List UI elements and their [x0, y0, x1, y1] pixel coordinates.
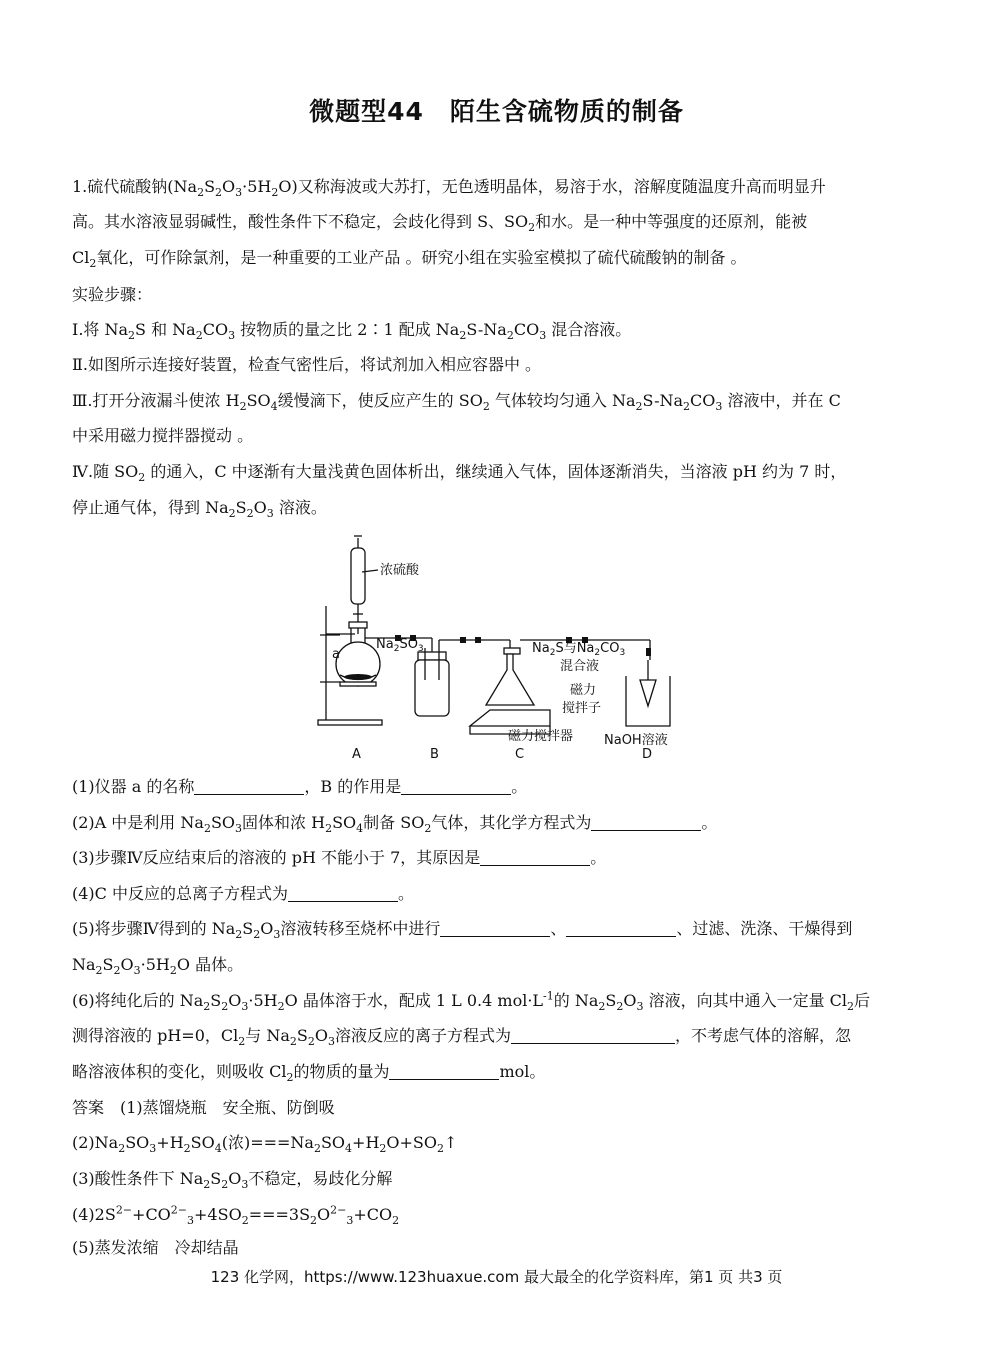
answer-blank[interactable]: [389, 1063, 499, 1080]
label-a: a: [332, 647, 340, 662]
label-mix-2: 混合液: [560, 659, 600, 674]
answer-blank[interactable]: [511, 1027, 675, 1044]
label-C: C: [515, 747, 525, 762]
intro-line-2: 高。其水溶液显弱碱性，酸性条件下不稳定，会歧化得到 S、$SO_2$和水。是一种中等强度的还原剂，能被: [72, 212, 808, 235]
answer-blank[interactable]: [401, 778, 511, 795]
stand-base: [318, 720, 382, 725]
question-4: (4)C 中反应的总离子方程式为 。: [72, 884, 415, 903]
answer-blank[interactable]: [288, 885, 398, 902]
question-2: (2)A 中是利用 $Na_2SO_3$固体和浓 $H_2SO_4$制备 $SO_2$气体，其化学方程式为 。: [72, 813, 718, 836]
question-1: (1)仪器 a 的名称 ，B 的作用是 。: [72, 777, 528, 796]
answer-blank[interactable]: [440, 920, 550, 937]
label-A: A: [352, 747, 361, 762]
answer-blank[interactable]: [591, 814, 701, 831]
answer-4: $(4)2S^{2-}+CO^{2-}_3+4SO_2===3S_2O^{2-}_3+CO_2$: [72, 1203, 400, 1228]
page-footer: 123 化学网，https://www.123huaxue.com 最大最全的化学资料库，第1 页 共3 页: [210, 1268, 783, 1286]
label-B: B: [430, 747, 439, 762]
step-3: Ⅲ.打开分液漏斗使浓 $H_2SO_4$缓慢滴下，使反应产生的 $SO_2$ 气体较均匀通入 $Na_2S-Na_2CO_3$ 溶液中，并在 C: [72, 391, 841, 414]
answer-blank[interactable]: [566, 920, 676, 937]
answer-blank[interactable]: [480, 849, 590, 866]
step-4: Ⅳ.随 $SO_2$ 的通入，C 中逐渐有大量浅黄色固体析出，继续通入气体，固体逐渐消失，当溶液 pH 约为 7 时，: [72, 462, 847, 485]
label-stirrer: 磁力搅拌器: [508, 729, 574, 744]
answer-1: 答案 (1)蒸馏烧瓶 安全瓶、防倒吸: [72, 1098, 335, 1117]
answer-blank[interactable]: [194, 778, 304, 795]
question-5: (5)将步骤Ⅳ得到的 $Na_2S_2O_3$溶液转移至烧杯中进行 、 、过滤、洗涤、干燥得到: [72, 919, 853, 942]
answer-3: (3)酸性条件下 $Na_2S_2O_3$不稳定，易歧化分解: [72, 1169, 393, 1192]
page-title: 微题型44 陌生含硫物质的制备: [309, 97, 684, 126]
bottle-b: [415, 660, 449, 716]
beaker-d: [626, 676, 670, 726]
steps-label: 实验步骤：: [72, 285, 153, 304]
step-4-cont: 停止通气体，得到 $Na_2S_2O_3$ 溶液。: [72, 498, 327, 521]
question-3: (3)步骤Ⅳ反应结束后的溶液的 pH 不能小于 7，其原因是 。: [72, 848, 607, 867]
label-na2so3: $Na_2SO_3$: [376, 637, 424, 654]
answer-5: (5)蒸发浓缩 冷却结晶: [72, 1238, 239, 1257]
label-stir-1: 磁力: [570, 683, 597, 698]
intro-line-3: $Cl_2$氧化，可作除氯剂，是一种重要的工业产品 。研究小组在实验室模拟了硫代硫酸钠的制备 。: [72, 248, 747, 271]
step-2: Ⅱ.如图所示连接好装置，检查气密性后，将试剂加入相应容器中 。: [72, 355, 542, 374]
label-mix-1: $Na_2S$与$Na_2CO_3$: [532, 641, 626, 658]
answer-2: $(2)Na_2SO_3+H_2SO_4$(浓)$===Na_2SO_4+H_2O+SO_2↑$: [72, 1133, 458, 1156]
label-D: D: [642, 747, 653, 762]
question-6-cont: 测得溶液的 pH=0，$Cl_2$与 $Na_2S_2O_3$溶液反应的离子方程式为 ，不考虑气体的溶解，忽: [72, 1026, 851, 1049]
dropping-funnel: [351, 548, 365, 604]
intro-line-1: 1.硫代硫酸钠$(Na_2S_2O_3\cdot 5H_2O)$又称海波或大苏打，无色透明晶体，易溶于水，溶解度随温度升高而明显升: [72, 177, 826, 200]
step-1: Ⅰ.将 $Na_2S$ 和 $Na_2CO_3$ 按物质的量之比 2∶1 配成 $Na_2S-Na_2CO_3$ 混合溶液。: [72, 320, 632, 343]
question-6-cont-2: 略溶液体积的变化，则吸收 $Cl_2$的物质的量为 mol。: [72, 1062, 546, 1085]
step-3-cont: 中采用磁力搅拌器搅动 。: [72, 426, 254, 445]
question-6: (6)将纯化后的 $Na_2S_2O_3\cdot 5H_2O$ 晶体溶于水，配成 1 L 0.4 $mol\cdot L^{-1}$的 $Na_2S_2O_3$ 溶液，向其中通入一定量 $Cl_2$后: [72, 989, 871, 1014]
question-5-cont: $Na_2S_2O_3\cdot 5H_2O$ 晶体。: [72, 955, 244, 978]
magnetic-stirrer: [470, 710, 550, 726]
flask-c: [486, 654, 534, 705]
label-acid: 浓硫酸: [380, 563, 420, 578]
apparatus-diagram: [300, 530, 700, 766]
label-naoh: NaOH溶液: [604, 733, 668, 748]
label-stir-2: 搅拌子: [562, 701, 602, 716]
